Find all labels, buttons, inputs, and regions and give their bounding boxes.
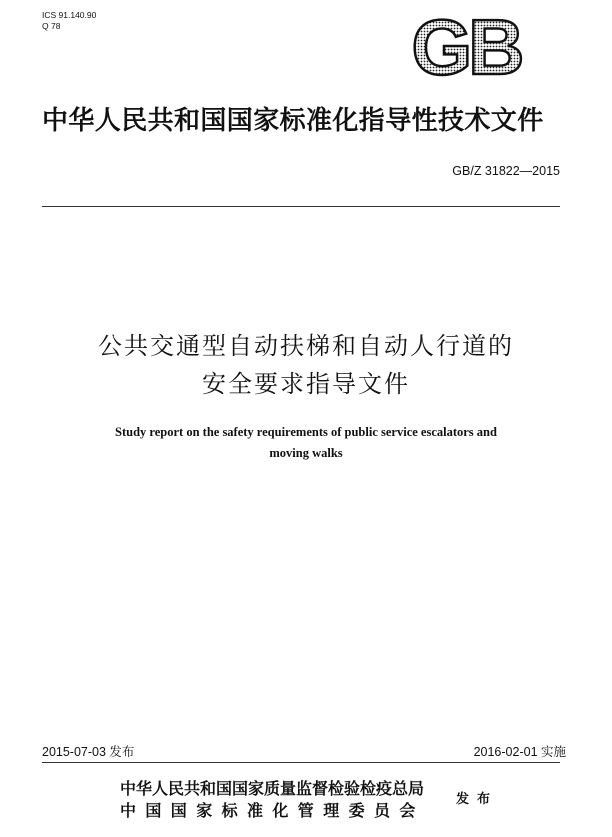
title-cn-line-1: 公共交通型自动扶梯和自动人行道的 <box>98 332 514 360</box>
classification-codes <box>42 10 96 32</box>
title-cn-line-2: 安全要求指导文件 <box>202 370 410 398</box>
document-category: 中华人民共和国国家标准化指导性技术文件 <box>42 106 544 136</box>
divider-top <box>42 206 560 207</box>
issuer-line-1: 中华人民共和国国家质量监督检验检疫总局 <box>120 779 425 798</box>
publish-date: 2015-07-03 发布 <box>42 745 135 759</box>
divider-bottom <box>42 762 560 763</box>
title-en <box>60 422 552 464</box>
ccs-code: Q 78 <box>42 21 61 31</box>
gb-logo-text: GB <box>411 12 521 82</box>
implement-date: 2016-02-01 实施 <box>473 745 566 759</box>
gb-logo <box>402 12 530 82</box>
title-en-line-1: Study report on the safety requirements of public service escalators and <box>115 425 497 439</box>
title-en-line-2: moving walks <box>269 446 343 460</box>
ics-code: ICS 91.140.90 <box>42 10 97 20</box>
issued-label: 发布 <box>456 792 499 807</box>
issuer-line-2: 中国国家标准化管理委员会 <box>120 801 425 820</box>
standard-number: GB/Z 31822—2015 <box>452 164 560 178</box>
